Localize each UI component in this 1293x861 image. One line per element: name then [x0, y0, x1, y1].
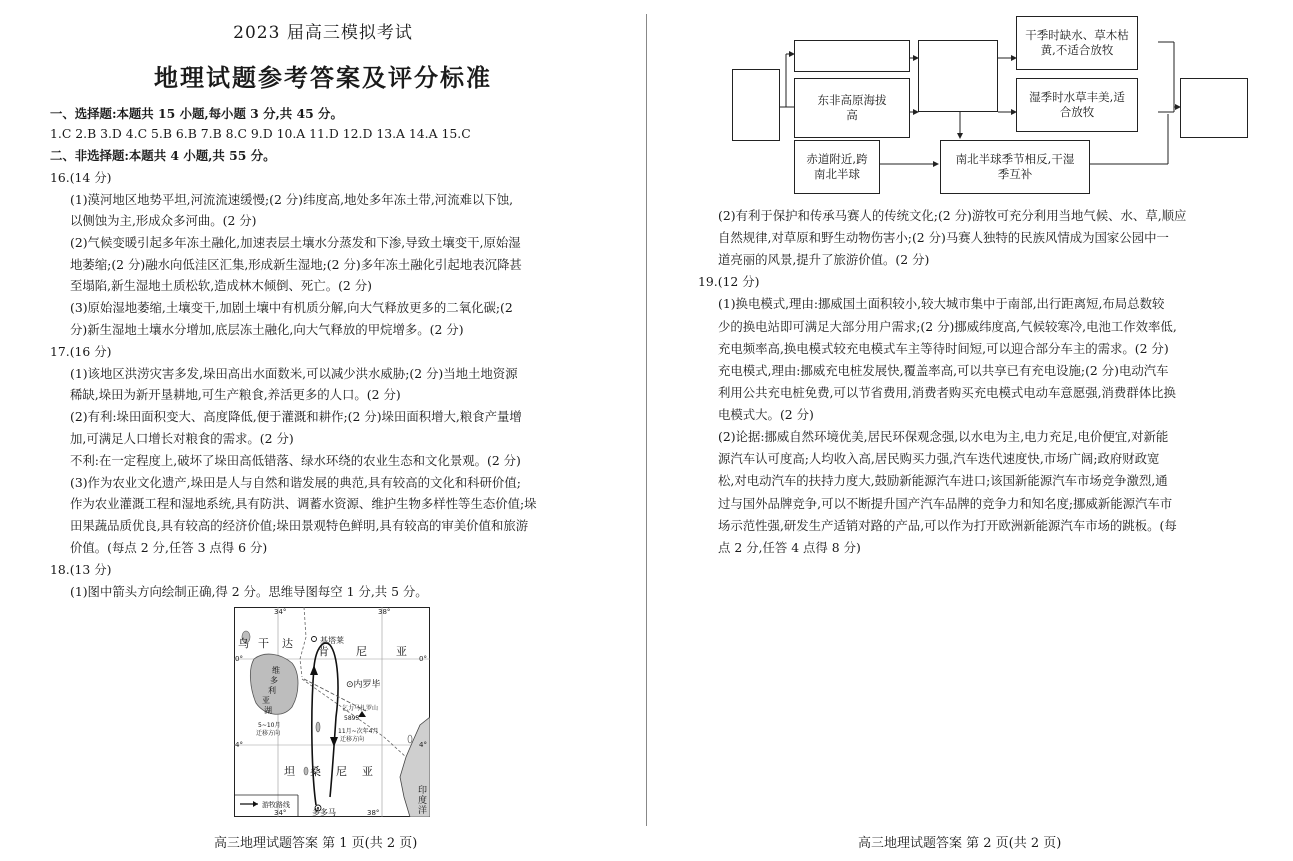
page-divider — [646, 14, 647, 826]
mountain-height: 5895 — [344, 715, 360, 722]
flow-box-empty-top — [794, 40, 910, 72]
flow-box-seasons: 南北半球季节相反,干湿季互补 — [940, 140, 1090, 194]
section-heading: 二、非选择题:本题共 4 小题,共 55 分。 — [50, 148, 276, 163]
lon-label: 38° — [367, 809, 380, 817]
lake-small-shape — [304, 767, 308, 775]
choice-answers: 1.C 2.B 3.D 4.C 5.B 6.B 7.B 8.C 9.D 10.A 11.D 12.D 13.A 14.A 15.C — [50, 126, 471, 141]
country-label: 亚 — [396, 645, 407, 658]
country-label: 坦 — [284, 765, 295, 778]
country-label: 尼 — [356, 645, 367, 658]
country-label: 尼 — [336, 765, 347, 778]
east-africa-map — [234, 607, 430, 817]
flow-box-equator: 赤道附近,跨南北半球 — [794, 140, 880, 194]
answer-line: (2)论据:挪威自然环境优美,居民环保观念强,以水电为主,电力充足,电价便宜,对新能 — [718, 429, 1169, 444]
question-heading: 16.(14 分) — [50, 170, 112, 185]
flow-box-dry-season: 干季时缺水、草木枯黄,不适合放牧 — [1016, 16, 1138, 70]
answer-line: (1)该地区洪涝灾害多发,垛田高出水面数米,可以减少洪水威胁;(2 分)当地土地资源 — [70, 366, 518, 381]
answer-line: (1)漠河地区地势平坦,河流流速缓慢;(2 分)纬度高,地处多年冻土带,河流难以下蚀, — [70, 192, 514, 207]
lon-label: 34° — [274, 608, 287, 616]
country-label: 肯 — [318, 645, 329, 658]
answer-line: 以侧蚀为主,形成众多河曲。(2 分) — [70, 213, 257, 228]
answer-line: 价值。(每点 2 分,任答 3 点得 6 分) — [70, 540, 268, 555]
answer-line: (3)原始湿地萎缩,土壤变干,加剧土壤中有机质分解,向大气释放更多的二氧化碳;(2 — [70, 300, 513, 315]
answer-line: 点 2 分,任答 4 点得 8 分) — [718, 540, 861, 555]
section-heading: 一、选择题:本题共 15 小题,每小题 3 分,共 45 分。 — [50, 106, 343, 121]
country-label: 桑 — [310, 765, 321, 778]
answer-line: 充电模式,理由:挪威充电桩发展快,覆盖率高,可以共享已有充电设施;(2 分)电动汽车 — [718, 363, 1169, 378]
route-note: 11月~次年4月 — [338, 728, 379, 735]
answer-line: (3)作为农业文化遗产,垛田是人与自然和谐发展的典范,具有较高的文化和科研价值; — [70, 475, 521, 490]
answer-line: 田果蔬品质优良,具有较高的经济价值;垛田景观特色鲜明,具有较高的审美价值和旅游 — [70, 518, 529, 533]
country-label: 达 — [282, 637, 293, 650]
answer-line: (1)换电模式,理由:挪威国土面积较小,较大城市集中于南部,出行距离短,布局总数较 — [718, 296, 1165, 311]
island-shape — [408, 735, 412, 743]
town-marker — [312, 637, 317, 642]
lon-label: 38° — [378, 608, 391, 616]
flow-box-empty-right — [1180, 78, 1248, 138]
country-label: 干 — [258, 637, 269, 650]
lake-label: 亚 — [262, 696, 270, 705]
place-label: 多多马 — [312, 808, 336, 817]
mountain-label: 乞力马扎罗山 — [342, 705, 379, 712]
route-note: 5~10月 — [258, 722, 281, 729]
answer-line: 场示范性强,研发生产适销对路的产品,可以作为打开欧洲新能源汽车市场的跳板。(每 — [718, 518, 1177, 533]
answer-line: 松,对电动汽车的扶持力度大,鼓励新能源汽车进口;该国新能源汽车市场竞争激烈,通 — [718, 473, 1168, 488]
flow-box-empty-center — [918, 40, 998, 112]
sea-label: 度 — [418, 796, 428, 806]
lat-label: 0° — [419, 655, 427, 663]
sea-label: 洋 — [418, 806, 428, 816]
answer-line: (1)图中箭头方向绘制正确,得 2 分。思维导图每空 1 分,共 5 分。 — [70, 584, 428, 599]
answer-line: (2)有利:垛田面积变大、高度降低,便于灌溉和耕作;(2 分)垛田面积增大,粮食产量增 — [70, 409, 522, 424]
answer-line: 不利:在一定程度上,破坏了垛田高低错落、绿水环绕的农业生态和文化景观。(2 分) — [70, 453, 521, 468]
country-label: 亚 — [362, 765, 373, 778]
answer-line: 充电频率高,换电模式较充电模式车主等待时间短,可以迎合部分车主的需求。(2 分) — [718, 341, 1169, 356]
answer-line: 至塌陷,新生湿地土质松软,造成林木倾倒、死亡。(2 分) — [70, 278, 372, 293]
answer-line: 过与国外品牌竞争,可以不断提升国产汽车品牌的竞争力和知名度;挪威新能源汽车市 — [718, 496, 1173, 511]
answer-line: 道亮丽的风景,提升了旅游价值。(2 分) — [718, 252, 930, 267]
page-2 — [648, 0, 1293, 861]
lake-label: 利 — [268, 686, 276, 695]
place-label: 基塔莱 — [320, 636, 344, 645]
lake-label: 多 — [270, 676, 278, 685]
lat-label: 4° — [419, 741, 427, 749]
answer-line: 少的换电站即可满足大部分用户需求;(2 分)挪威纬度高,气候较寒冷,电池工作效率低, — [718, 319, 1177, 334]
route-note: 迁移方向 — [256, 730, 281, 737]
main-title: 地理试题参考答案及评分标准 — [154, 63, 492, 92]
lake-label: 维 — [272, 666, 280, 675]
answer-line: 电模式大。(2 分) — [718, 407, 814, 422]
question-heading: 17.(16 分) — [50, 344, 112, 359]
question-heading: 19.(12 分) — [698, 274, 760, 289]
answer-line: 源汽车认可度高;人均收入高,居民购买力强,汽车迭代速度快,市场广阔;政府财政宽 — [718, 451, 1160, 466]
sea-label: 印 — [418, 786, 428, 796]
answer-line: 分)新生湿地土壤水分增加,底层冻土融化,向大气释放的甲烷增多。(2 分) — [70, 322, 464, 337]
lat-label: 4° — [235, 741, 243, 749]
page-footer: 高三地理试题答案 第 2 页(共 2 页) — [858, 836, 1062, 851]
route-note: 迁移方向 — [340, 736, 365, 743]
answer-line: (2)气候变暖引起多年冻土融化,加速表层土壤水分蒸发和下渗,导致土壤变干,原始湿 — [70, 235, 521, 250]
page-1 — [0, 0, 646, 861]
answer-line: 稀缺,垛田为新开垦耕地,可生产粮食,养活更多的人口。(2 分) — [70, 387, 401, 402]
question-heading: 18.(13 分) — [50, 562, 112, 577]
flow-box-empty-left — [732, 69, 780, 141]
answer-line: (2)有利于保护和传承马赛人的传统文化;(2 分)游牧可充分利用当地气候、水、草,顺应 — [718, 208, 1187, 223]
answer-line: 作为农业灌溉工程和湿地系统,具有防洪、调蓄水资源、维护生物多样性等生态价值;垛 — [70, 496, 537, 511]
place-label: ⊙内罗毕 — [346, 680, 381, 690]
answer-line: 加,可满足人口增长对粮食的需求。(2 分) — [70, 431, 294, 446]
answer-line: 地萎缩;(2 分)融水向低洼区汇集,形成新生湿地;(2 分)多年冻土融化引起地表沉降甚 — [70, 257, 522, 272]
exam-title: 2023 届高三模拟考试 — [233, 23, 413, 43]
lat-label: 0° — [235, 655, 243, 663]
answer-line: 自然规律,对草原和野生动物伤害小;(2 分)马赛人独特的民族风情成为国家公园中一 — [718, 230, 1169, 245]
mind-map-diagram — [728, 12, 1248, 202]
lon-label: 34° — [274, 809, 287, 817]
flow-box-wet-season: 湿季时水草丰美,适合放牧 — [1016, 78, 1138, 132]
lake-label: 湖 — [264, 706, 272, 715]
page-footer: 高三地理试题答案 第 1 页(共 2 页) — [214, 836, 418, 851]
answer-line: 利用公共充电桩免费,可以节省费用,消费者购买充电模式电动车意愿强,消费群体比换 — [718, 385, 1176, 400]
legend-label: 游牧路线 — [262, 801, 290, 809]
flow-box-plateau: 东非高原海拔高 — [794, 78, 910, 138]
lake-small-shape — [316, 722, 320, 732]
country-label: 乌 — [238, 637, 249, 650]
